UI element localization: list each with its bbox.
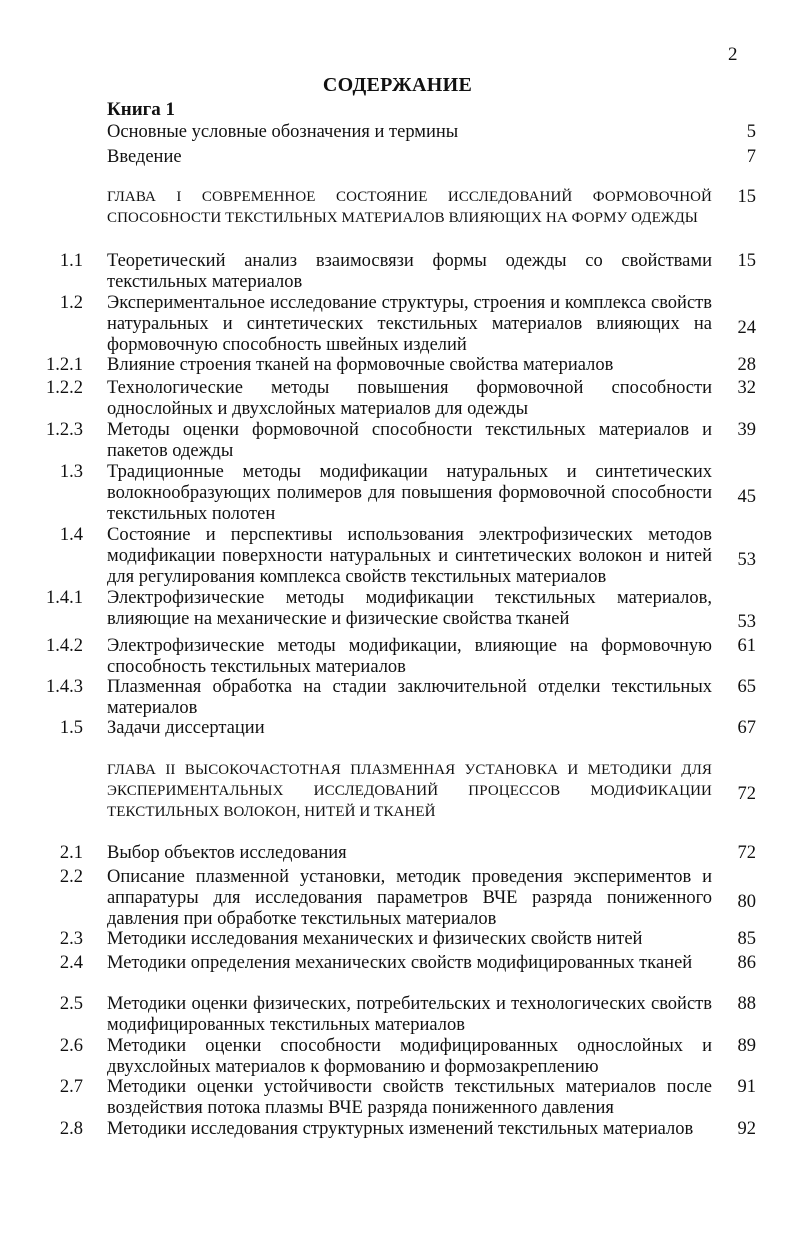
toc-entry-number: 2.6 [59, 1036, 83, 1056]
toc-entry-number: 1.2.3 [46, 420, 83, 440]
toc-entry-number: 2.8 [59, 1119, 83, 1139]
page-number: 2 [728, 44, 738, 65]
toc-entry-text: Введение [107, 147, 182, 167]
toc-entry-text: Методики оценки способности модифицированных однослойных и двухслойных материалов к формованию и формозакреплению [107, 1036, 712, 1077]
toc-entry-page: 88 [737, 994, 756, 1014]
toc-chapter-text: ГЛАВА I СОВРЕМЕННОЕ СОСТОЯНИЕ ИССЛЕДОВАНИЙ ФОРМОВОЧНОЙ СПОСОБНОСТИ ТЕКСТИЛЬНЫХ МАТЕРИАЛОВ ВЛИЯЮЩИХ НА ФОРМУ ОДЕЖДЫ [107, 189, 712, 226]
toc-entry-text: Состояние и перспективы использования электрофизических методов модификации поверхности натуральных и синтетических волокон и нитей для регулирования комплекса свойств текстильных материалов [107, 525, 712, 587]
toc-entry-text: Электрофизические методы модификации, влияющие на формовочную способность текстильных материалов [107, 636, 712, 677]
toc-entry-number: 2.3 [59, 929, 83, 949]
toc-entry-page: 80 [737, 892, 756, 912]
toc-entry-page: 91 [737, 1077, 756, 1097]
toc-entry-text: Экспериментальное исследование структуры, строения и комплекса свойств натуральных и синтетических текстильных материалов влияющих на формовочную способность швейных изделий [107, 293, 712, 355]
toc-entry-page: 67 [737, 718, 756, 738]
toc-entry-text: Методики определения механических свойств модифицированных тканей [107, 953, 693, 973]
toc-entry-page: 15 [737, 251, 756, 271]
book-label: Книга 1 [107, 99, 176, 120]
toc-entry-page: 92 [737, 1119, 756, 1139]
toc-entry-page: 45 [737, 487, 756, 507]
toc-entry-number: 1.2.1 [46, 355, 83, 375]
toc-entry-page: 39 [737, 420, 756, 440]
page-title: СОДЕРЖАНИЕ [322, 74, 473, 96]
toc-entry-page: 85 [737, 929, 756, 949]
toc-entry-text: Методики оценки физических, потребительских и технологических свойств модифицированных текстильных материалов [107, 994, 712, 1035]
toc-entry-page: 72 [737, 843, 756, 863]
toc-entry-text: Влияние строения тканей на формовочные свойства материалов [107, 355, 614, 375]
toc-entry-text: Технологические методы повышения формовочной способности однослойных и двухслойных материалов для одежды [107, 378, 712, 419]
toc-entry-number: 1.4.1 [46, 588, 83, 608]
toc-entry-page: 15 [737, 187, 756, 207]
toc-entry-page: 61 [737, 636, 756, 656]
toc-entry-number: 1.4.2 [46, 636, 83, 656]
toc-entry-number: 2.1 [59, 843, 83, 863]
toc-entry-number: 1.4.3 [46, 677, 83, 697]
toc-entry-text: Задачи диссертации [107, 718, 265, 738]
toc-entry-text: Методы оценки формовочной способности текстильных материалов и пакетов одежды [107, 420, 712, 461]
toc-entry-page: 53 [737, 612, 756, 632]
toc-entry-page: 28 [737, 355, 756, 375]
toc-entry-number: 2.4 [59, 953, 83, 973]
toc-entry-number: 2.7 [59, 1077, 83, 1097]
toc-entry-text: Теоретический анализ взаимосвязи формы одежды со свойствами текстильных материалов [107, 251, 712, 292]
toc-entry-number: 1.2 [59, 293, 83, 313]
toc-entry-page: 65 [737, 677, 756, 697]
toc-entry-page: 72 [737, 784, 756, 804]
toc-entry-text: Выбор объектов исследования [107, 843, 347, 863]
toc-entry-text: Электрофизические методы модификации текстильных материалов, влияющие на механические и физические свойства тканей [107, 588, 712, 629]
toc-entry-text: Основные условные обозначения и термины [107, 122, 459, 142]
toc-entry-text: Методики исследования структурных изменений текстильных материалов [107, 1119, 694, 1139]
toc-entry-page: 89 [737, 1036, 756, 1056]
toc-entry-text: Плазменная обработка на стадии заключительной отделки текстильных материалов [107, 677, 712, 718]
toc-entry-page: 53 [737, 550, 756, 570]
toc-chapter-text: ГЛАВА II ВЫСОКОЧАСТОТНАЯ ПЛАЗМЕННАЯ УСТАНОВКА И МЕТОДИКИ ДЛЯ ЭКСПЕРИМЕНТАЛЬНЫХ ИССЛЕДОВАНИЙ ПРОЦЕССОВ МОДИФИКАЦИИ ТЕКСТИЛЬНЫХ ВОЛОКОН, НИТЕЙ И ТКАНЕЙ [107, 762, 712, 820]
toc-entry-page: 24 [737, 318, 756, 338]
toc-entry-text: Методики исследования механических и физических свойств нитей [107, 929, 643, 949]
toc-entry-number: 2.2 [59, 867, 83, 887]
toc-entry-page: 32 [737, 378, 756, 398]
toc-entry-number: 1.5 [59, 718, 83, 738]
toc-entry-text: Описание плазменной установки, методик проведения экспериментов и аппаратуры для исследования параметров ВЧЕ разряда пониженного давления при обработке текстильных материалов [107, 867, 712, 929]
toc-entry-text: Традиционные методы модификации натуральных и синтетических волокнообразующих полимеров для повышения формовочной способности текстильных полотен [107, 462, 712, 524]
toc-entry-text: Методики оценки устойчивости свойств текстильных материалов после воздействия потока плазмы ВЧЕ разряда пониженного давления [107, 1077, 712, 1118]
toc-entry-number: 1.2.2 [46, 378, 83, 398]
toc-entry-number: 1.4 [59, 525, 83, 545]
toc-entry-page: 86 [737, 953, 756, 973]
toc-entry-page: 5 [746, 122, 756, 142]
toc-entry-number: 2.5 [59, 994, 83, 1014]
toc-entry-page: 7 [746, 147, 756, 167]
toc-entry-number: 1.3 [59, 462, 83, 482]
toc-entry-number: 1.1 [59, 251, 83, 271]
